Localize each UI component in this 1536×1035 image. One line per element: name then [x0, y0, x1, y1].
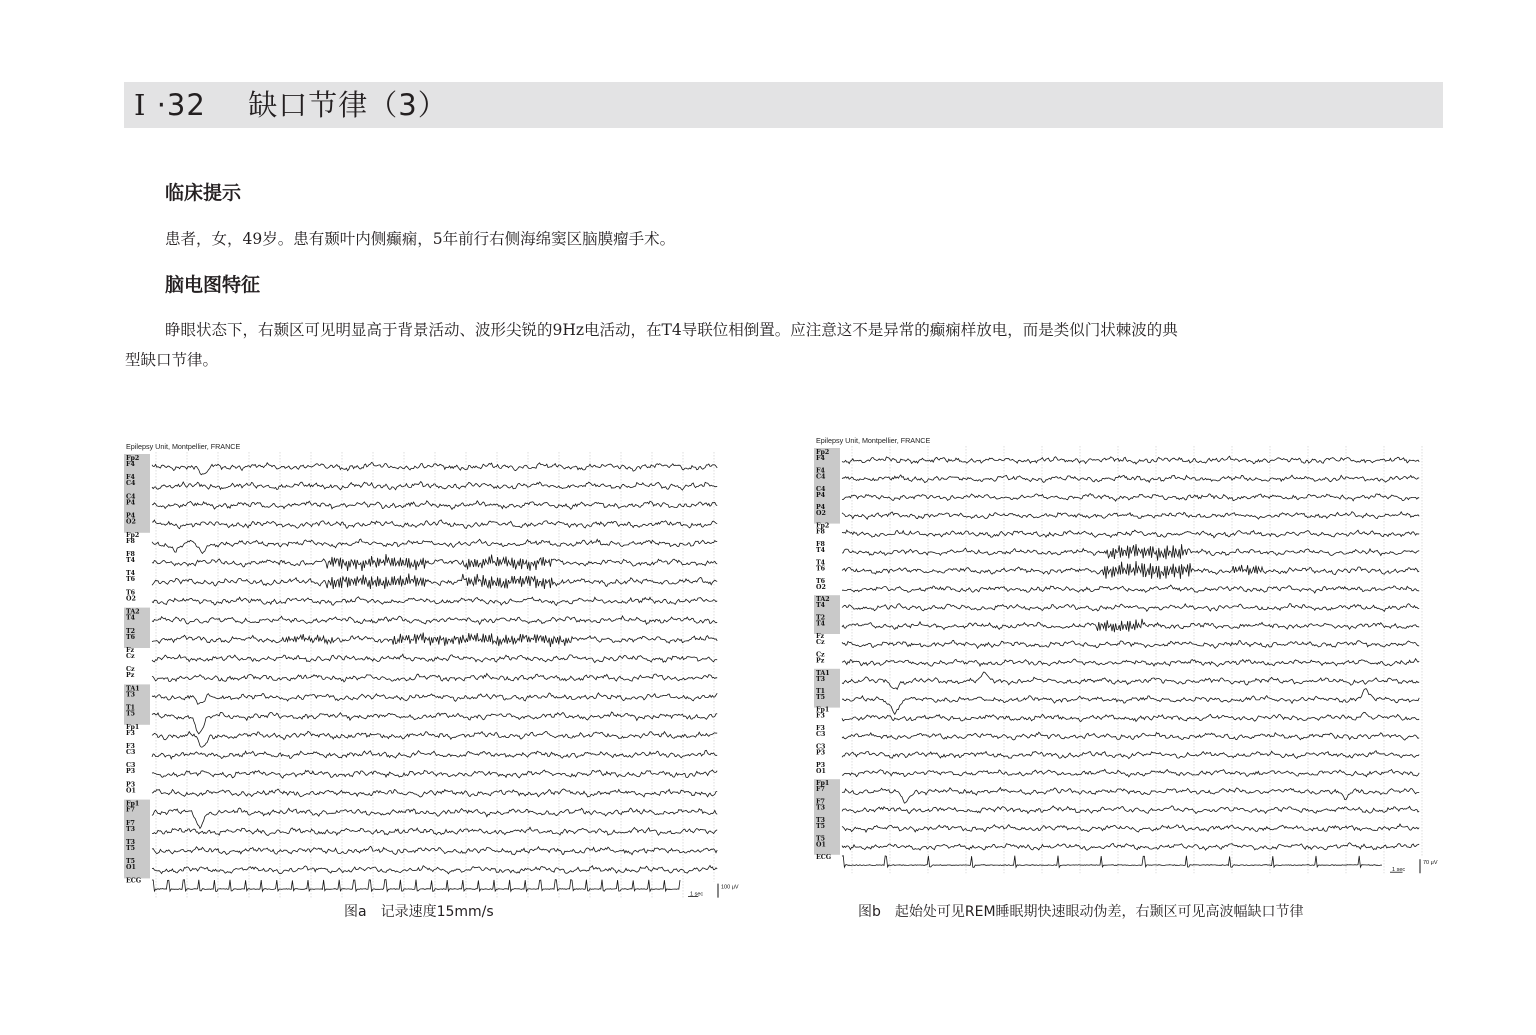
channel-label: O2	[816, 510, 826, 518]
channel-label: T5	[816, 835, 826, 843]
channel-label: F8	[126, 551, 135, 558]
ecg-trace	[152, 880, 680, 892]
channel-label: F3	[816, 725, 825, 732]
channel-label: T6	[126, 633, 136, 641]
channel-label: F7	[816, 786, 825, 794]
channel-label: T5	[816, 823, 826, 830]
eeg-channel-trace	[152, 633, 717, 647]
channel-label: T3	[126, 691, 136, 699]
eeg-channel-trace	[152, 501, 717, 510]
channel-label: Fp2	[126, 531, 140, 539]
channel-label: C4	[126, 493, 136, 501]
channel-label: TA1	[816, 669, 830, 677]
section-title	[134, 87, 448, 123]
eeg-heading: 脑电图特征	[165, 274, 261, 296]
channel-label: C4	[816, 485, 826, 493]
ecg-trace	[842, 856, 1382, 868]
channel-label: F7	[816, 798, 825, 806]
eeg-channel-trace	[152, 866, 717, 874]
eeg-channel-trace	[152, 712, 717, 734]
channel-label: Cz	[816, 639, 825, 646]
eeg-channel-trace	[842, 769, 1419, 777]
channel-label: T4	[816, 620, 826, 628]
section-title-text: 缺口节律（3）	[248, 88, 448, 122]
channel-label: T4	[816, 602, 826, 610]
eeg-channel-trace	[842, 672, 1419, 689]
channel-label: O1	[126, 864, 136, 872]
section-number: ·32	[156, 88, 206, 122]
channel-label: P4	[816, 504, 826, 512]
channel-label: T6	[816, 565, 826, 573]
figure-b-caption-text: 起始处可见REM睡眠期快速眼动伪差，右颞区可见高波幅缺口节律	[894, 904, 1304, 920]
channel-label: T5	[126, 710, 136, 718]
eeg-trace-figure-b	[814, 432, 1444, 884]
channel-label: F3	[126, 729, 135, 737]
channel-label: ECG	[126, 877, 142, 885]
channel-label: C4	[126, 480, 136, 488]
eeg-channel-trace	[152, 674, 717, 682]
eeg-channel-trace	[842, 689, 1419, 715]
eeg-channel-trace	[152, 731, 717, 747]
section-roman: I	[134, 88, 147, 122]
channel-label: P4	[126, 499, 136, 507]
channel-label: O2	[126, 518, 136, 526]
channel-label: T3	[126, 825, 136, 833]
channel-label: Cz	[126, 666, 135, 674]
eeg-channel-trace	[842, 512, 1419, 520]
channel-label: T6	[816, 577, 826, 585]
time-scale-label: 1 sec	[690, 891, 704, 898]
eeg-channel-trace	[152, 482, 717, 491]
channel-label: T4	[126, 570, 136, 578]
time-scale-label: 1 sec	[1392, 867, 1406, 874]
channel-label: O2	[126, 595, 136, 603]
eeg-channel-trace	[152, 693, 717, 704]
channel-label: F8	[816, 528, 825, 536]
channel-label: C3	[126, 762, 136, 770]
channel-label: C3	[816, 731, 826, 738]
eeg-channel-trace	[842, 619, 1419, 632]
eeg-channel-trace	[842, 712, 1419, 721]
channel-label: F7	[126, 819, 135, 827]
channel-label: T3	[816, 675, 826, 683]
channel-label: C3	[126, 749, 136, 756]
channel-label: T4	[126, 614, 136, 622]
channel-label: T1	[816, 688, 826, 696]
eeg-channel-trace	[152, 597, 717, 606]
clinical-text: 患者，女，49岁。患有颞叶内侧癫痫，5年前行右侧海绵窦区脑膜瘤手术。	[165, 230, 676, 248]
figure-a-caption-label: 图a	[344, 904, 367, 920]
channel-label: T4	[816, 547, 826, 554]
channel-label: T6	[126, 576, 136, 584]
figure-a-caption	[344, 903, 494, 921]
channel-label: T3	[126, 839, 136, 846]
eeg-channel-trace	[842, 732, 1419, 740]
eeg-channel-trace	[152, 654, 717, 662]
eeg-channel-trace	[842, 585, 1419, 593]
channel-label: P4	[126, 512, 136, 520]
amplitude-scale-label: 70 μV	[1423, 860, 1438, 867]
channel-label: F8	[816, 541, 825, 548]
figure-b-caption	[858, 903, 1304, 921]
eeg-channel-trace	[842, 751, 1419, 759]
figure-a	[124, 438, 742, 898]
figure-b-caption-label: 图b	[858, 904, 881, 920]
channel-label: Cz	[816, 651, 825, 659]
channel-label: T4	[126, 557, 136, 564]
channel-label: Fp2	[816, 522, 830, 530]
channel-label: Pz	[816, 657, 825, 665]
channel-label: ECG	[816, 853, 832, 861]
channel-label: T5	[126, 858, 136, 866]
eeg-channel-trace	[842, 788, 1419, 804]
figure-source-label: Epilepsy Unit, Montpellier, FRANCE	[126, 442, 241, 451]
channel-label: T5	[126, 845, 136, 852]
eeg-channel-trace	[152, 574, 717, 590]
eeg-channel-trace	[842, 806, 1419, 814]
eeg-channel-trace	[152, 616, 717, 625]
eeg-channel-trace	[842, 475, 1419, 483]
channel-label: T2	[126, 627, 136, 635]
channel-label: Fp1	[126, 800, 140, 808]
eeg-channel-trace	[842, 494, 1419, 502]
eeg-channel-trace	[842, 824, 1419, 832]
eeg-channel-trace	[152, 827, 717, 835]
channel-label: Fz	[816, 633, 825, 640]
figure-b	[814, 432, 1444, 884]
eeg-channel-trace	[152, 554, 717, 571]
eeg-channel-trace	[152, 750, 717, 758]
channel-label: F4	[816, 455, 825, 462]
channel-label: P3	[126, 768, 136, 776]
eeg-text-line1: 睁眼状态下，右颞区可见明显高于背景活动、波形尖锐的9Hz电活动，在T4导联位相倒置。应注意这不是异常的癫痫样放电，而是类似门状棘波的典	[165, 321, 1178, 339]
channel-label: O1	[126, 787, 136, 795]
eeg-channel-trace	[152, 520, 717, 529]
eeg-channel-trace	[152, 846, 717, 855]
eeg-channel-trace	[842, 544, 1419, 561]
channel-label: F4	[126, 474, 135, 482]
eeg-channel-trace	[842, 640, 1419, 648]
figure-source-label: Epilepsy Unit, Montpellier, FRANCE	[816, 436, 931, 445]
eeg-channel-trace	[152, 808, 717, 828]
channel-label: Fp2	[126, 455, 140, 462]
channel-label: T2	[816, 614, 826, 622]
channel-label: Fp1	[816, 706, 830, 714]
eeg-channel-trace	[152, 770, 717, 778]
channel-label: F3	[816, 712, 825, 720]
channel-label: Fp1	[126, 723, 140, 731]
channel-label: P3	[816, 761, 826, 769]
channel-label: C3	[816, 743, 826, 751]
channel-label: Cz	[126, 653, 135, 660]
channel-label: C4	[816, 473, 826, 481]
channel-label: T5	[816, 694, 826, 702]
eeg-text-line2: 型缺口节律。	[125, 351, 219, 369]
figure-a-caption-text: 记录速度15mm/s	[380, 904, 494, 920]
channel-label: O1	[816, 841, 826, 849]
channel-label: P3	[816, 749, 826, 757]
channel-label: T4	[816, 559, 826, 567]
channel-label: F7	[126, 806, 135, 814]
eeg-channel-trace	[152, 789, 717, 797]
amplitude-scale-label: 100 μV	[721, 884, 739, 891]
channel-label: O1	[816, 767, 826, 775]
eeg-channel-trace	[842, 659, 1419, 667]
channel-label: P4	[816, 491, 826, 499]
eeg-channel-trace	[842, 530, 1419, 538]
channel-label: F8	[126, 537, 135, 545]
eeg-channel-trace	[842, 843, 1419, 851]
channel-label: TA1	[126, 685, 140, 693]
channel-label: T3	[816, 817, 826, 824]
eeg-channel-trace	[842, 561, 1419, 579]
eeg-channel-trace	[842, 604, 1419, 612]
channel-label: F3	[126, 743, 135, 750]
channel-label: T1	[126, 704, 136, 712]
channel-label: Pz	[126, 672, 135, 680]
eeg-channel-trace	[842, 456, 1419, 464]
channel-label: Fp2	[816, 449, 830, 456]
clinical-heading: 临床提示	[165, 182, 242, 204]
channel-label: T3	[816, 804, 826, 812]
channel-label: P3	[126, 781, 136, 789]
eeg-trace-figure-a	[124, 438, 742, 898]
channel-label: Fz	[126, 647, 135, 654]
channel-label: TA2	[816, 596, 830, 604]
eeg-channel-trace	[152, 539, 717, 554]
channel-label: F4	[126, 461, 135, 468]
channel-label: Fp1	[816, 780, 830, 788]
channel-label: F4	[816, 467, 825, 475]
channel-label: T6	[126, 589, 136, 597]
channel-label: O2	[816, 583, 826, 591]
channel-label: TA2	[126, 608, 140, 616]
eeg-channel-trace	[152, 462, 717, 474]
